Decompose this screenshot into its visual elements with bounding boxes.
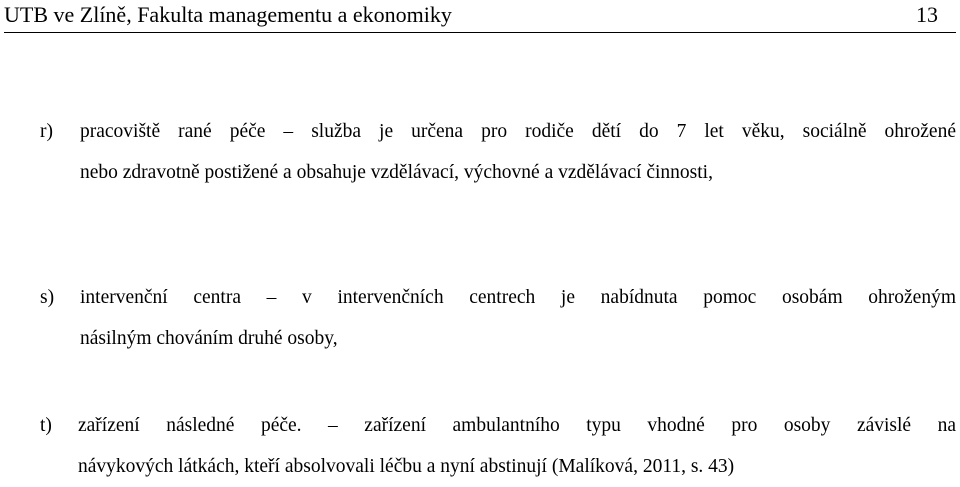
list-item-t [40, 405, 956, 487]
list-item-s [40, 277, 956, 359]
running-header [4, 0, 956, 33]
list-item-text-line: nebo zdravotně postižené a obsahuje vzdělávací, výchovné a vzdělávací činnosti, [80, 162, 713, 183]
list-marker: s) [40, 287, 55, 308]
list-item-text-line: pracoviště rané péče – služba je určena pro rodiče dětí do 7 let věku, sociálně ohrožené [80, 121, 956, 142]
list-marker: r) [40, 121, 53, 142]
page-number: 13 [916, 2, 938, 27]
list-item-text-line: zařízení následné péče. – zařízení ambulantního typu vhodné pro osoby závislé na [78, 415, 956, 436]
list-item-text-line: intervenční centra – v intervenčních centrech je nabídnuta pomoc osobám ohroženým [80, 287, 956, 308]
list-item-text-line: násilným chováním druhé osoby, [80, 328, 338, 349]
list-item-text-line: návykových látkách, kteří absolvovali léčbu a nyní abstinují (Malíková, 2011, s. 43) [78, 456, 735, 477]
list-marker: t) [40, 415, 52, 436]
header-title: UTB ve Zlíně, Fakulta managementu a ekonomiky [4, 2, 452, 27]
list-item-r [40, 111, 956, 193]
